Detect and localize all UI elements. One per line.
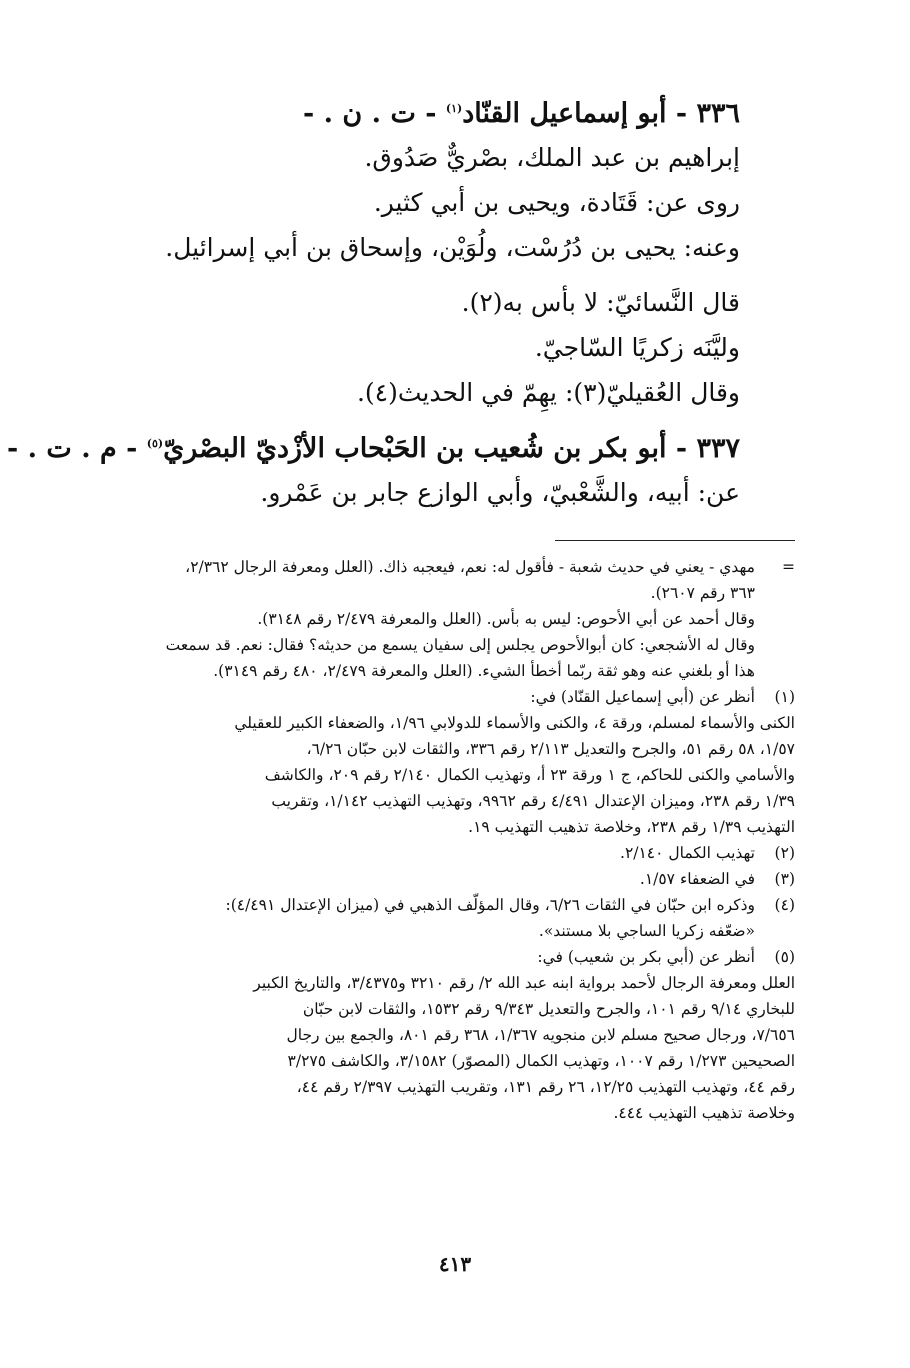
footnote-line: «ضعّفه زكريا الساجي بلا مستند». bbox=[538, 922, 755, 940]
entry-336-title: ٣٣٦ - أبو إسماعيل القنّاد bbox=[462, 98, 740, 129]
entry-336-line: إبراهيم بن عبد الملك، بصْريٌّ صَدُوق. bbox=[364, 143, 740, 172]
footnote-line: الكنى والأسماء لمسلم، ورقة ٤، والكنى والأسماء للدولابي ١/٩٦، والضعفاء الكبير للعقيلي bbox=[234, 714, 795, 732]
footnote-2 bbox=[90, 846, 795, 872]
footnote-1 bbox=[90, 690, 795, 716]
footnote-line: مهدي - يعني في حديث شعبة - فأقول له: نعم، فيعجبه ذاك. (العلل ومعرفة الرجال ٢/٣٦٢، bbox=[185, 558, 755, 576]
entry-336-line: وقال العُقيليّ(٣): يهِمّ في الحديث(٤). bbox=[356, 378, 740, 407]
entry-336-line: قال النَّسائيّ: لا بأس به(٢). bbox=[461, 288, 740, 317]
entry-336-line: وعنه: يحيى بن دُرُسْت، ولُوَيْن، وإسحاق بن أبي إسرائيل. bbox=[165, 233, 740, 262]
entry-336-heading bbox=[130, 100, 740, 145]
footnote-line: ١/٣٩ رقم ٢٣٨، وميزان الإعتدال ٤/٤٩١ رقم ٩٩٦٢، وتهذيب التهذيب ١/١٤٢، وتقريب bbox=[271, 792, 795, 810]
footnote-5 bbox=[90, 950, 795, 976]
footnote-3 bbox=[90, 872, 795, 898]
entry-336-line: وليَّنَه زكريًا السّاجيّ. bbox=[534, 333, 740, 362]
footnote-line: ١/٥٧، ٥٨ رقم ٥١، والجرح والتعديل ٢/١١٣ رقم ٣٣٦، والثقات لابن حبّان ٦/٢٦، bbox=[306, 740, 795, 758]
entry-337-heading bbox=[7, 433, 740, 480]
main-text bbox=[7, 98, 740, 525]
footnote-line: العلل ومعرفة الرجال لأحمد برواية ابنه عبد الله ٢/ رقم ٣٢١٠ و٣/٤٣٧٥، والتاريخ الكبير bbox=[253, 974, 795, 992]
page-number: ٤١٣ bbox=[438, 1252, 472, 1276]
footnote-number: (٥) bbox=[774, 948, 795, 966]
entry-337-codes: - م . ت . - bbox=[7, 433, 147, 464]
footnote-line: الصحيحين ١/٢٧٣ رقم ١٠٠٧، وتهذيب الكمال (المصوّر) ٣/١٥٨٢، والكاشف ٣/٢٧٥ bbox=[287, 1052, 795, 1070]
carry-mark: = bbox=[782, 558, 795, 576]
entry-337-title: ٣٣٧ - أبو بكر بن شُعيب بن الحَبْحاب الأزْديّ البصْريّ bbox=[163, 433, 740, 464]
footnote-line: تهذيب الكمال ٢/١٤٠. bbox=[620, 844, 755, 862]
entry-336-line: روى عن: قَتَادة، ويحيى بن أبي كثير. bbox=[373, 188, 740, 217]
footnote-carry bbox=[90, 560, 795, 586]
footnote-divider bbox=[555, 540, 795, 541]
footnote-line: للبخاري ٩/١٤ رقم ١٠١، والجرح والتعديل ٩/٣٤٣ رقم ١٥٣٢، والثقات لابن حبّان bbox=[302, 1000, 795, 1018]
entry-337-line: عن: أبيه، والشَّعْبيّ، وأبي الوازع جابر بن عَمْرو. bbox=[260, 478, 740, 507]
footnote-4 bbox=[90, 898, 795, 924]
entry-336-codes: - ت . ن . - bbox=[303, 98, 446, 129]
footnote-number: (٣) bbox=[774, 870, 795, 888]
footnote-ref-1[interactable]: (١) bbox=[445, 102, 463, 115]
footnote-line: أنظر عن (أبي بكر بن شعيب) في: bbox=[537, 948, 755, 966]
footnote-number: (٤) bbox=[774, 896, 795, 914]
footnote-line: وخلاصة تذهيب التهذيب ٤٤٤. bbox=[613, 1104, 795, 1122]
footnote-line: التهذيب ١/٣٩ رقم ٢٣٨، وخلاصة تذهيب التهذيب ١٩. bbox=[468, 818, 795, 836]
footnote-line: ٣٦٣ رقم ٢٦٠٧). bbox=[650, 584, 755, 602]
footnote-ref-5[interactable]: (٥) bbox=[146, 437, 164, 450]
footnote-number: (٢) bbox=[774, 844, 795, 862]
footnote-line: رقم ٤٤، وتهذيب التهذيب ١٢/٢٥، ٢٦ رقم ١٣١، وتقريب التهذيب ٢/٣٩٧ رقم ٤٤، bbox=[296, 1078, 795, 1096]
footnote-number: (١) bbox=[774, 688, 795, 706]
footnote-line: في الضعفاء ١/٥٧. bbox=[639, 870, 755, 888]
footnote-line: وذكره ابن حبّان في الثقات ٦/٢٦، وقال المؤلّف الذهبي في (ميزان الإعتدال ٤/٤٩١): bbox=[225, 896, 755, 914]
footnote-line: هذا أو بلغني عنه وهو ثقة ربّما أخطأ الشيء. (العلل والمعرفة ٢/٤٧٩، ٤٨٠ رقم ٣١٤٩). bbox=[213, 662, 755, 680]
footnote-line: وقال له الأشجعي: كان أبوالأحوص يجلس إلى سفيان يسمع من حديثه؟ فقال: نعم. قد سمعت bbox=[165, 636, 755, 654]
footnotes bbox=[90, 560, 795, 1132]
footnote-line: وقال أحمد عن أبي الأحوص: ليس به بأس. (العلل والمعرفة ٢/٤٧٩ رقم ٣١٤٨). bbox=[257, 610, 755, 628]
footnote-line: والأسامي والكنى للحاكم، ج ١ ورقة ٢٣ أ، وتهذيب الكمال ٢/١٤٠ رقم ٢٠٩، والكاشف bbox=[264, 766, 795, 784]
footnote-line: ٧/٦٥٦، ورجال صحيح مسلم لابن منجويه ١/٣٦٧، ٣٦٨ رقم ٨٠١، والجمع بين رجال bbox=[286, 1026, 795, 1044]
footnote-line: أنظر عن (أبي إسماعيل القنّاد) في: bbox=[530, 688, 755, 706]
